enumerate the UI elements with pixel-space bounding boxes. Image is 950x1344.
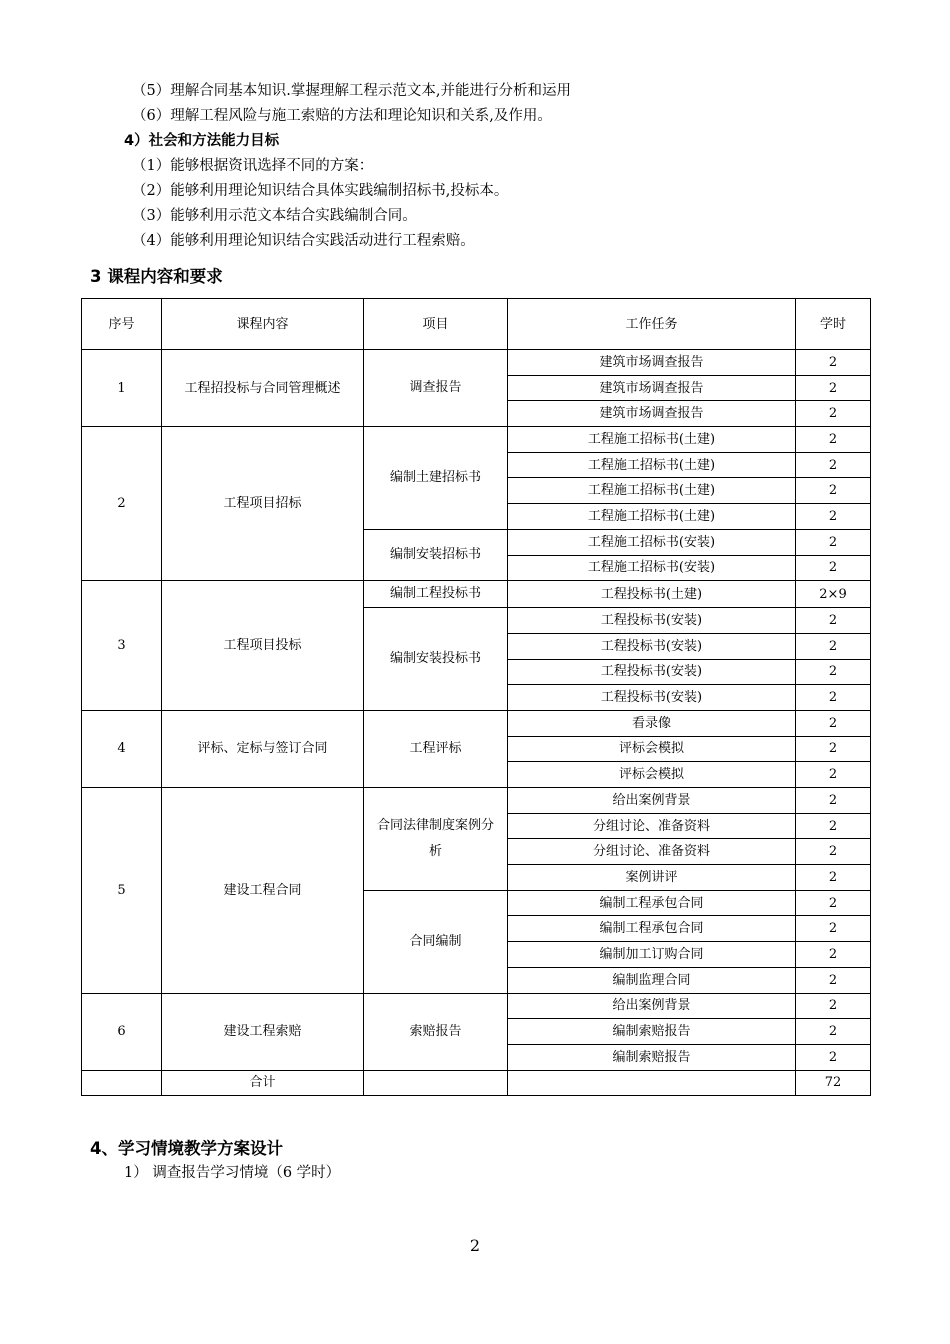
subsection-title: 4）社会和方法能力目标 bbox=[124, 133, 280, 149]
intro-line-6: （6）理解工程风险与施工索赔的方法和理论知识和关系,及作用。 bbox=[132, 108, 552, 124]
total-empty-project bbox=[364, 1070, 508, 1096]
intro-line-5: （5）理解合同基本知识.掌握理解工程示范文本,并能进行分析和运用 bbox=[132, 83, 571, 99]
row-project: 合同法律制度案例分析 bbox=[364, 788, 508, 891]
row-task: 建筑市场调查报告 bbox=[508, 375, 796, 401]
row-hours: 2 bbox=[796, 839, 871, 865]
row-project: 编制工程投标书 bbox=[364, 581, 508, 608]
row-hours: 2×9 bbox=[796, 581, 871, 608]
ability-line-4: （4）能够利用理论知识结合实践活动进行工程索赔。 bbox=[132, 233, 475, 249]
row-hours: 2 bbox=[796, 813, 871, 839]
row-seq: 5 bbox=[82, 788, 162, 994]
row-task: 给出案例背景 bbox=[508, 993, 796, 1019]
row-hours: 2 bbox=[796, 865, 871, 891]
row-seq: 4 bbox=[82, 710, 162, 787]
row-task: 给出案例背景 bbox=[508, 788, 796, 814]
table-total-row bbox=[82, 1070, 871, 1096]
row-hours: 2 bbox=[796, 685, 871, 711]
row-hours: 2 bbox=[796, 890, 871, 916]
ability-line-3: （3）能够利用示范文本结合实践编制合同。 bbox=[132, 208, 417, 224]
total-hours: 72 bbox=[796, 1070, 871, 1096]
row-content: 工程项目投标 bbox=[162, 581, 364, 711]
row-project: 合同编制 bbox=[364, 890, 508, 993]
row-content: 评标、定标与签订合同 bbox=[162, 710, 364, 787]
row-project: 编制安装招标书 bbox=[364, 529, 508, 580]
row-task: 评标会模拟 bbox=[508, 762, 796, 788]
row-task: 工程施工招标书(安装) bbox=[508, 529, 796, 555]
row-seq: 1 bbox=[82, 350, 162, 427]
header-task: 工作任务 bbox=[508, 299, 796, 350]
section-4-item: 1） 调查报告学习情境（6 学时） bbox=[124, 1165, 341, 1181]
row-task: 工程投标书(安装) bbox=[508, 659, 796, 685]
table-row bbox=[82, 350, 871, 376]
header-seq: 序号 bbox=[82, 299, 162, 350]
row-task: 工程施工招标书(土建) bbox=[508, 478, 796, 504]
table-body bbox=[82, 350, 871, 1096]
table-row bbox=[82, 427, 871, 453]
row-content: 工程项目招标 bbox=[162, 427, 364, 581]
row-hours: 2 bbox=[796, 401, 871, 427]
row-hours: 2 bbox=[796, 350, 871, 376]
row-task: 工程施工招标书(安装) bbox=[508, 555, 796, 581]
table-row bbox=[82, 710, 871, 736]
row-project: 编制安装投标书 bbox=[364, 608, 508, 711]
row-hours: 2 bbox=[796, 710, 871, 736]
total-empty-task bbox=[508, 1070, 796, 1096]
ability-line-1: （1）能够根据资讯选择不同的方案： bbox=[132, 158, 374, 174]
row-task: 看录像 bbox=[508, 710, 796, 736]
row-task: 编制索赔报告 bbox=[508, 1044, 796, 1070]
row-project: 编制土建招标书 bbox=[364, 427, 508, 530]
row-task: 工程投标书(安装) bbox=[508, 633, 796, 659]
row-task: 工程施工招标书(土建) bbox=[508, 504, 796, 530]
table-row bbox=[82, 788, 871, 814]
table-row bbox=[82, 581, 871, 608]
row-content: 建设工程合同 bbox=[162, 788, 364, 994]
row-hours: 2 bbox=[796, 529, 871, 555]
row-hours: 2 bbox=[796, 633, 871, 659]
row-hours: 2 bbox=[796, 993, 871, 1019]
row-hours: 2 bbox=[796, 916, 871, 942]
row-project: 调查报告 bbox=[364, 350, 508, 427]
row-hours: 2 bbox=[796, 478, 871, 504]
row-task: 工程投标书(土建) bbox=[508, 581, 796, 608]
row-hours: 2 bbox=[796, 1044, 871, 1070]
row-seq: 2 bbox=[82, 427, 162, 581]
ability-line-2: （2）能够利用理论知识结合具体实践编制招标书,投标本。 bbox=[132, 183, 509, 199]
row-project: 工程评标 bbox=[364, 710, 508, 787]
page-number: 2 bbox=[469, 1236, 481, 1255]
row-task: 工程投标书(安装) bbox=[508, 608, 796, 634]
row-task: 编制工程承包合同 bbox=[508, 890, 796, 916]
row-content: 建设工程索赔 bbox=[162, 993, 364, 1070]
total-label: 合计 bbox=[162, 1070, 364, 1096]
table-header-row bbox=[82, 299, 871, 350]
row-task: 工程投标书(安装) bbox=[508, 685, 796, 711]
row-hours: 2 bbox=[796, 555, 871, 581]
row-task: 建筑市场调查报告 bbox=[508, 350, 796, 376]
row-hours: 2 bbox=[796, 452, 871, 478]
table-row bbox=[82, 993, 871, 1019]
header-hours: 学时 bbox=[796, 299, 871, 350]
row-task: 编制工程承包合同 bbox=[508, 916, 796, 942]
row-hours: 2 bbox=[796, 1019, 871, 1045]
row-task: 评标会模拟 bbox=[508, 736, 796, 762]
row-task: 分组讨论、准备资料 bbox=[508, 839, 796, 865]
row-hours: 2 bbox=[796, 659, 871, 685]
row-hours: 2 bbox=[796, 788, 871, 814]
row-project: 索赔报告 bbox=[364, 993, 508, 1070]
row-hours: 2 bbox=[796, 762, 871, 788]
row-hours: 2 bbox=[796, 967, 871, 993]
row-seq: 3 bbox=[82, 581, 162, 711]
row-hours: 2 bbox=[796, 736, 871, 762]
row-hours: 2 bbox=[796, 942, 871, 968]
row-task: 工程施工招标书(土建) bbox=[508, 427, 796, 453]
row-seq: 6 bbox=[82, 993, 162, 1070]
section-3-title: 3 课程内容和要求 bbox=[90, 267, 223, 286]
row-task: 编制监理合同 bbox=[508, 967, 796, 993]
header-content: 课程内容 bbox=[162, 299, 364, 350]
row-hours: 2 bbox=[796, 427, 871, 453]
row-task: 案例讲评 bbox=[508, 865, 796, 891]
total-empty-seq bbox=[82, 1070, 162, 1096]
row-task: 编制索赔报告 bbox=[508, 1019, 796, 1045]
course-content-table bbox=[81, 298, 871, 1096]
row-task: 建筑市场调查报告 bbox=[508, 401, 796, 427]
section-4-title: 4、学习情境教学方案设计 bbox=[90, 1139, 283, 1158]
row-task: 工程施工招标书(土建) bbox=[508, 452, 796, 478]
row-hours: 2 bbox=[796, 608, 871, 634]
row-hours: 2 bbox=[796, 375, 871, 401]
row-content: 工程招投标与合同管理概述 bbox=[162, 350, 364, 427]
row-task: 分组讨论、准备资料 bbox=[508, 813, 796, 839]
row-task: 编制加工订购合同 bbox=[508, 942, 796, 968]
header-project: 项目 bbox=[364, 299, 508, 350]
row-hours: 2 bbox=[796, 504, 871, 530]
